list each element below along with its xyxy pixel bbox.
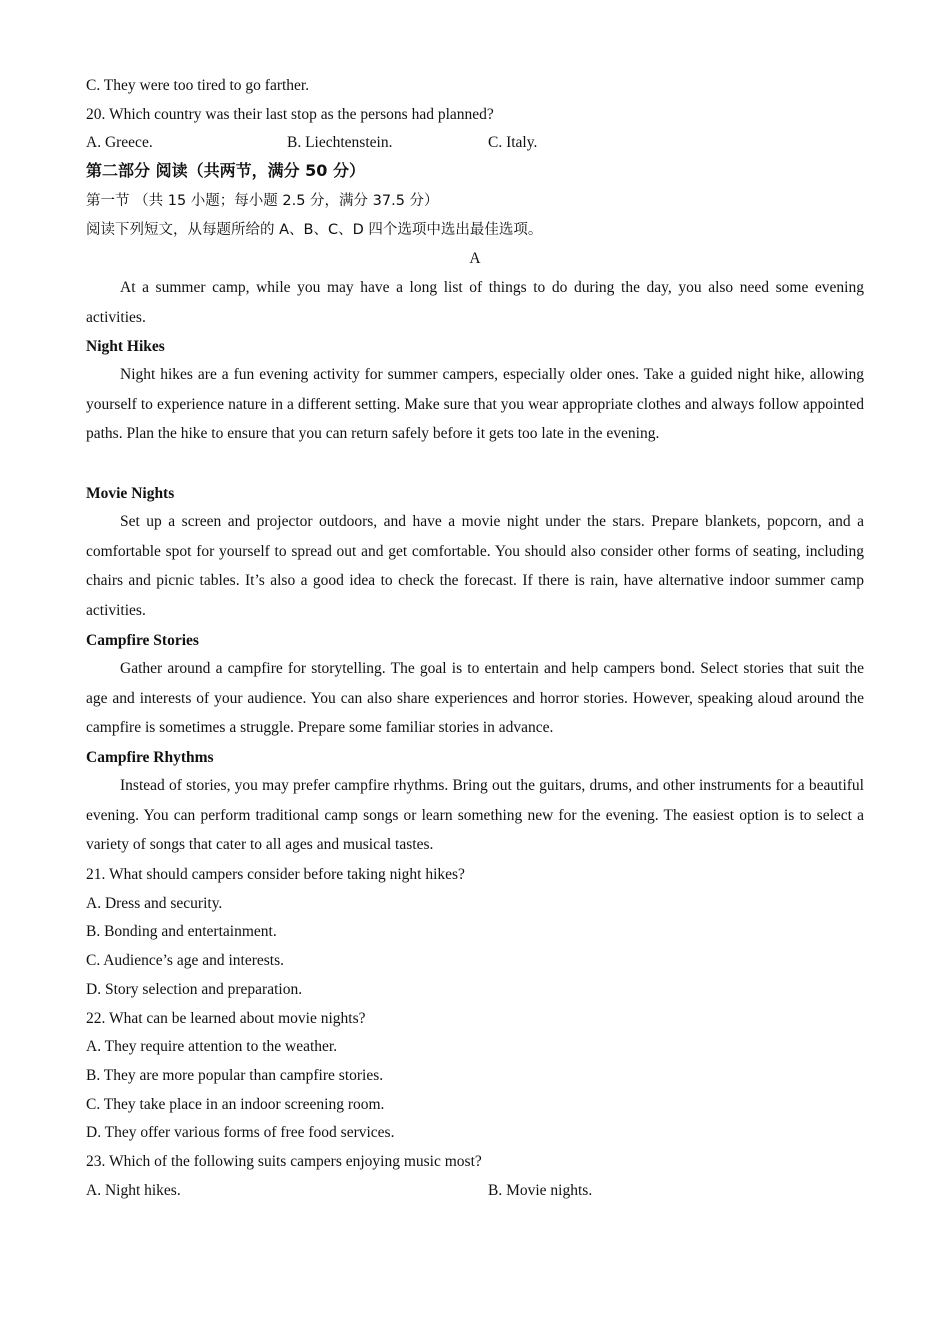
q21-option-d: D. Story selection and preparation. [86,981,303,998]
q20-option-a: A. Greece. [86,134,153,151]
section-text-campfire-rhythms: Instead of stories, you may prefer campfire rhythms. Bring out the guitars, drums, and other instruments for a beautiful evening. You can perform traditional camp songs or learn something new for the evening. The easiest option is to select a variety of songs that cater to all ages and musical tastes. [86,777,864,853]
q22-option-a: A. They require attention to the weather. [86,1038,338,1055]
section-heading-movie-nights: Movie Nights [86,485,175,502]
q23-option-a: A. Night hikes. [86,1182,181,1199]
section-heading-campfire-stories: Campfire Stories [86,632,199,649]
q22-option-b: B. They are more popular than campfire stories. [86,1067,384,1084]
q21-option-c: C. Audience’s age and interests. [86,952,285,969]
q19-option-c: C. They were too tired to go farther. [86,77,310,94]
instruction-text: 阅读下列短文，从每题所给的 A、B、C、D 四个选项中选出最佳选项。 [86,222,543,238]
q23-option-b: B. Movie nights. [488,1182,593,1199]
q21-option-a: A. Dress and security. [86,895,223,912]
section-one-heading: 第一节 （共 15 小题；每小题 2.5 分，满分 37.5 分） [86,193,439,209]
q21-option-b: B. Bonding and entertainment. [86,923,277,940]
q23-question: 23. Which of the following suits campers enjoying music most? [86,1153,482,1170]
part-two-title: 第二部分 阅读（共两节，满分 50 分） [86,161,365,180]
passage-intro: At a summer camp, while you may have a long list of things to do during the day, you also need some evening activities. [86,279,864,326]
passage-label: A [469,250,481,267]
section-text-night-hikes: Night hikes are a fun evening activity for summer campers, especially older ones. Take a guided night hike, allowing yourself to experience nature in a different setting. Make sure that you wear appropriate clothes and always follow appointed paths. Plan the hike to ensure that you can return safely before it gets too late in the evening. [86,366,864,442]
section-heading-night-hikes: Night Hikes [86,338,165,355]
q21-question: 21. What should campers consider before taking night hikes? [86,866,465,883]
q20-question: 20. Which country was their last stop as the persons had planned? [86,106,494,123]
section-text-campfire-stories: Gather around a campfire for storytelling. The goal is to entertain and help campers bond. Select stories that suit the age and interests of your audience. You can also share experiences and horror stories. However, speaking aloud around the campfire is sometimes a struggle. Prepare some familiar stories in advance. [86,660,864,736]
section-text-movie-nights: Set up a screen and projector outdoors, and have a movie night under the stars. Prepare blankets, popcorn, and a comfortable spot for yourself to spread out and get comfortable. You should also consider other forms of seating, including chairs and picnic tables. It’s also a good idea to check the forecast. If there is rain, have alternative indoor summer camp activities. [86,513,864,619]
section-heading-campfire-rhythms: Campfire Rhythms [86,749,214,766]
q20-option-b: B. Liechtenstein. [287,134,393,151]
q20-option-c: C. Italy. [488,134,538,151]
q22-option-d: D. They offer various forms of free food services. [86,1124,395,1141]
q22-question: 22. What can be learned about movie nights? [86,1010,366,1027]
q22-option-c: C. They take place in an indoor screening room. [86,1096,385,1113]
